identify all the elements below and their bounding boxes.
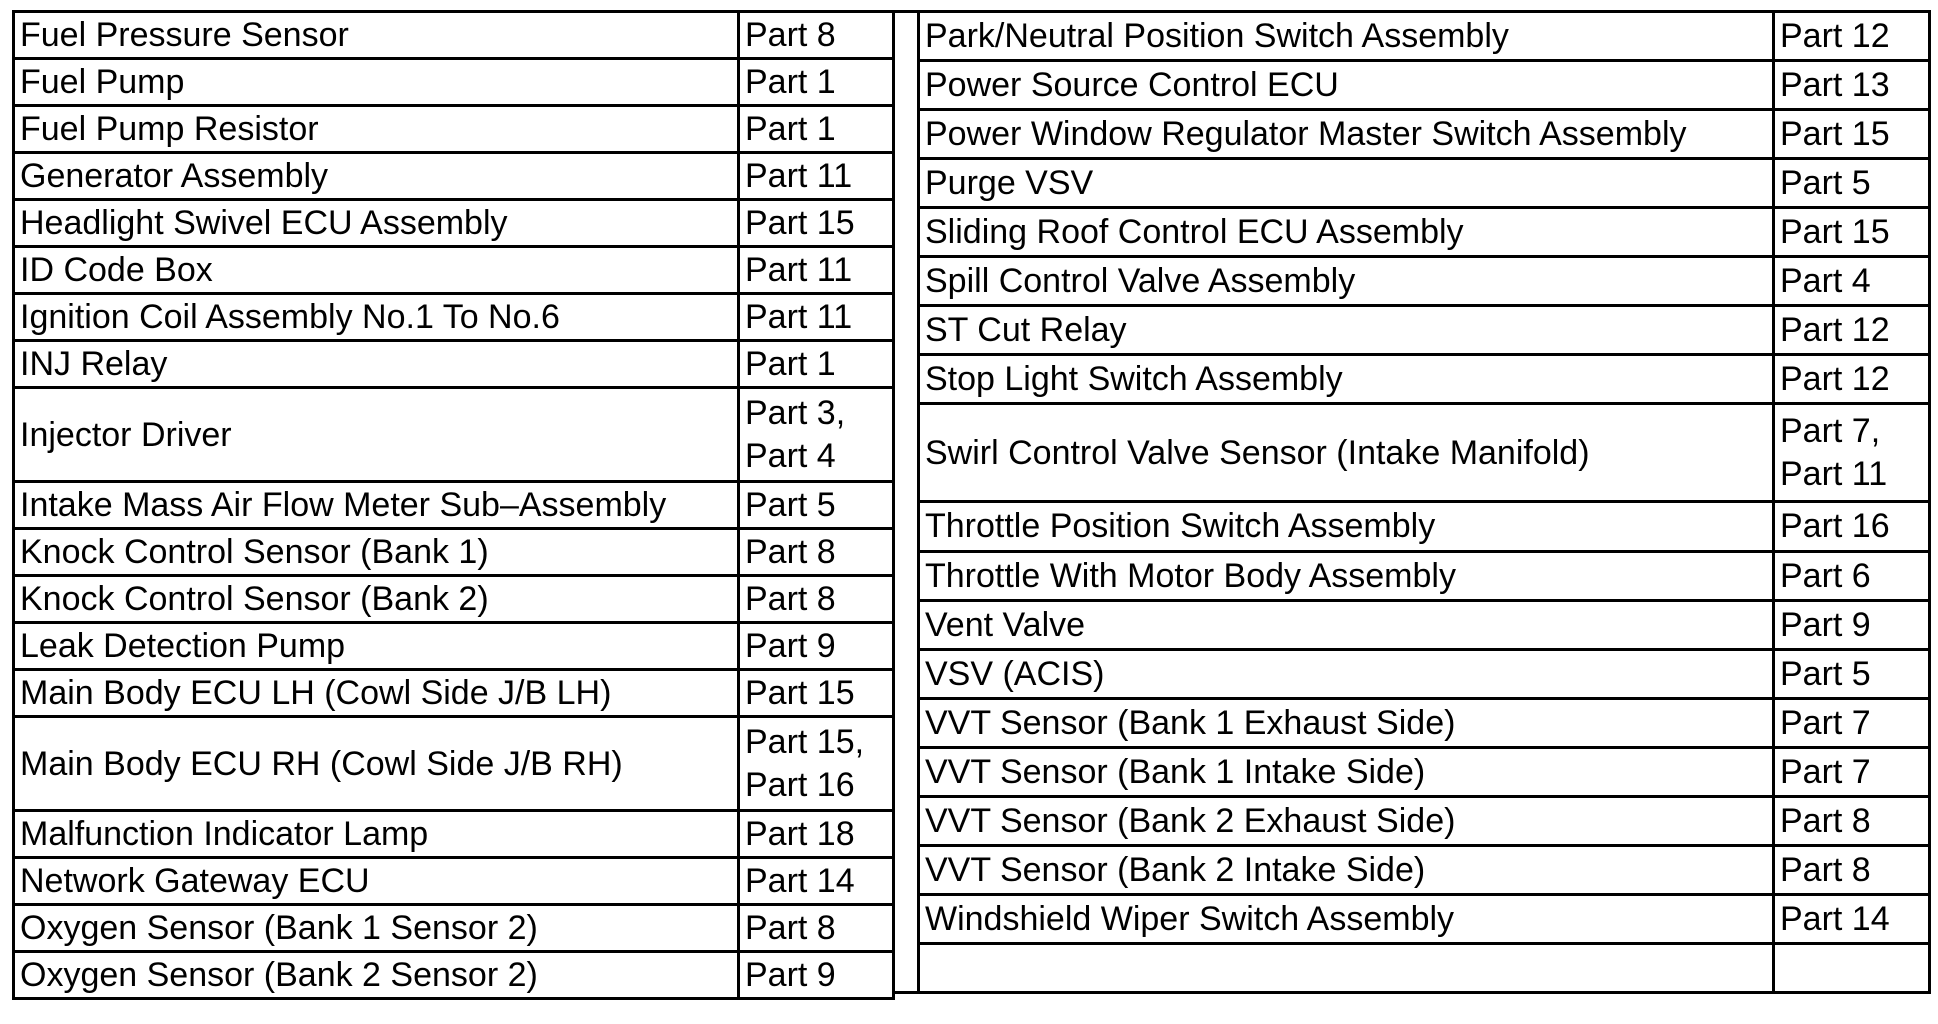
table-row (14, 59, 894, 106)
part-reference-cell: Part 11 (739, 247, 894, 294)
part-reference-cell: Part 8 (739, 12, 894, 59)
component-name-cell: Main Body ECU LH (Cowl Side J/B LH) (14, 670, 739, 717)
table-row (919, 110, 1930, 159)
table-row (14, 670, 894, 717)
component-name-cell (919, 943, 1774, 992)
table-row (919, 502, 1930, 551)
part-reference-line: Part 16 (745, 765, 855, 804)
component-name-cell: Vent Valve (919, 600, 1774, 649)
component-name-cell: Spill Control Valve Assembly (919, 257, 1774, 306)
part-reference-cell: Part 1 (739, 341, 894, 388)
table-row (919, 600, 1930, 649)
table-row (919, 894, 1930, 943)
part-reference-cell: Part 5 (739, 482, 894, 529)
component-name-cell: Windshield Wiper Switch Assembly (919, 894, 1774, 943)
part-reference-cell: Part 16 (1774, 502, 1930, 551)
part-reference-line: Part 15, (745, 722, 865, 761)
part-reference-cell: Part 13 (1774, 61, 1930, 110)
part-reference-cell: Part 11 (739, 294, 894, 341)
table-row (14, 952, 894, 999)
component-name-cell: Injector Driver (14, 388, 739, 482)
component-name-cell: Ignition Coil Assembly No.1 To No.6 (14, 294, 739, 341)
part-reference-cell (739, 717, 894, 811)
table-row (14, 200, 894, 247)
table-row (14, 482, 894, 529)
component-name-cell: Headlight Swivel ECU Assembly (14, 200, 739, 247)
component-name-cell: Intake Mass Air Flow Meter Sub–Assembly (14, 482, 739, 529)
component-name-cell: Throttle With Motor Body Assembly (919, 551, 1774, 600)
component-name-cell: Power Window Regulator Master Switch Assembly (919, 110, 1774, 159)
component-name-cell: VVT Sensor (Bank 2 Intake Side) (919, 845, 1774, 894)
part-reference-cell: Part 9 (739, 623, 894, 670)
table-row (919, 306, 1930, 355)
part-reference-cell: Part 15 (739, 670, 894, 717)
component-name-cell: VSV (ACIS) (919, 649, 1774, 698)
component-name-cell: Network Gateway ECU (14, 858, 739, 905)
component-name-cell: Throttle Position Switch Assembly (919, 502, 1774, 551)
table-row (919, 355, 1930, 404)
column-divider (892, 10, 917, 994)
parts-index-sheet (12, 10, 1928, 994)
component-name-cell: Main Body ECU RH (Cowl Side J/B RH) (14, 717, 739, 811)
part-reference-line: Part 7, (1780, 411, 1881, 450)
component-name-cell: Stop Light Switch Assembly (919, 355, 1774, 404)
part-reference-cell: Part 1 (739, 59, 894, 106)
table-row (919, 698, 1930, 747)
table-row (14, 341, 894, 388)
table-row (919, 257, 1930, 306)
table-row (919, 943, 1930, 992)
part-reference-cell (739, 388, 894, 482)
part-reference-line: Part 3, (745, 393, 846, 432)
part-reference-cell: Part 5 (1774, 649, 1930, 698)
part-reference-line: Part 11 (1780, 454, 1888, 493)
table-row (14, 529, 894, 576)
part-reference-cell: Part 6 (1774, 551, 1930, 600)
table-row (919, 61, 1930, 110)
table-row (14, 623, 894, 670)
part-reference-cell: Part 15 (1774, 208, 1930, 257)
table-row (919, 551, 1930, 600)
table-row (14, 858, 894, 905)
component-name-cell: Malfunction Indicator Lamp (14, 811, 739, 858)
component-name-cell: Fuel Pressure Sensor (14, 12, 739, 59)
part-reference-cell: Part 5 (1774, 159, 1930, 208)
table-row (919, 208, 1930, 257)
left-parts-table (12, 10, 895, 1000)
part-reference-cell (1774, 404, 1930, 502)
component-name-cell: Park/Neutral Position Switch Assembly (919, 12, 1774, 61)
part-reference-cell (1774, 943, 1930, 992)
table-row (14, 811, 894, 858)
component-name-cell: ST Cut Relay (919, 306, 1774, 355)
part-reference-cell: Part 15 (1774, 110, 1930, 159)
table-row (919, 12, 1930, 61)
table-row (919, 796, 1930, 845)
table-row (14, 717, 894, 811)
part-reference-cell: Part 7 (1774, 747, 1930, 796)
component-name-cell: VVT Sensor (Bank 1 Exhaust Side) (919, 698, 1774, 747)
table-row (14, 247, 894, 294)
table-row (919, 845, 1930, 894)
component-name-cell: Purge VSV (919, 159, 1774, 208)
component-name-cell: VVT Sensor (Bank 2 Exhaust Side) (919, 796, 1774, 845)
table-row (14, 12, 894, 59)
part-reference-cell: Part 8 (1774, 796, 1930, 845)
part-reference-cell: Part 12 (1774, 12, 1930, 61)
table-row (14, 388, 894, 482)
component-name-cell: ID Code Box (14, 247, 739, 294)
component-name-cell: Leak Detection Pump (14, 623, 739, 670)
part-reference-cell: Part 8 (739, 529, 894, 576)
table-row (919, 404, 1930, 502)
part-reference-cell: Part 9 (739, 952, 894, 999)
part-reference-cell: Part 12 (1774, 355, 1930, 404)
right-parts-table (917, 10, 1931, 994)
table-row (14, 153, 894, 200)
component-name-cell: Knock Control Sensor (Bank 2) (14, 576, 739, 623)
table-row (14, 106, 894, 153)
part-reference-cell: Part 12 (1774, 306, 1930, 355)
part-reference-cell: Part 8 (1774, 845, 1930, 894)
table-row (14, 576, 894, 623)
part-reference-cell: Part 14 (1774, 894, 1930, 943)
part-reference-cell: Part 18 (739, 811, 894, 858)
component-name-cell: Sliding Roof Control ECU Assembly (919, 208, 1774, 257)
part-reference-cell: Part 9 (1774, 600, 1930, 649)
part-reference-cell: Part 8 (739, 576, 894, 623)
component-name-cell: Fuel Pump (14, 59, 739, 106)
part-reference-cell: Part 4 (1774, 257, 1930, 306)
table-row (919, 747, 1930, 796)
component-name-cell: INJ Relay (14, 341, 739, 388)
component-name-cell: Oxygen Sensor (Bank 2 Sensor 2) (14, 952, 739, 999)
component-name-cell: Oxygen Sensor (Bank 1 Sensor 2) (14, 905, 739, 952)
table-row (14, 905, 894, 952)
component-name-cell: Fuel Pump Resistor (14, 106, 739, 153)
component-name-cell: VVT Sensor (Bank 1 Intake Side) (919, 747, 1774, 796)
part-reference-line: Part 4 (745, 436, 836, 475)
table-row (919, 649, 1930, 698)
component-name-cell: Knock Control Sensor (Bank 1) (14, 529, 739, 576)
table-row (919, 159, 1930, 208)
part-reference-cell: Part 11 (739, 153, 894, 200)
part-reference-cell: Part 8 (739, 905, 894, 952)
part-reference-cell: Part 7 (1774, 698, 1930, 747)
component-name-cell: Generator Assembly (14, 153, 739, 200)
component-name-cell: Power Source Control ECU (919, 61, 1774, 110)
table-row (14, 294, 894, 341)
part-reference-cell: Part 14 (739, 858, 894, 905)
left-table-body (14, 12, 894, 999)
component-name-cell: Swirl Control Valve Sensor (Intake Manifold) (919, 404, 1774, 502)
part-reference-cell: Part 15 (739, 200, 894, 247)
part-reference-cell: Part 1 (739, 106, 894, 153)
right-table-body (919, 12, 1930, 993)
